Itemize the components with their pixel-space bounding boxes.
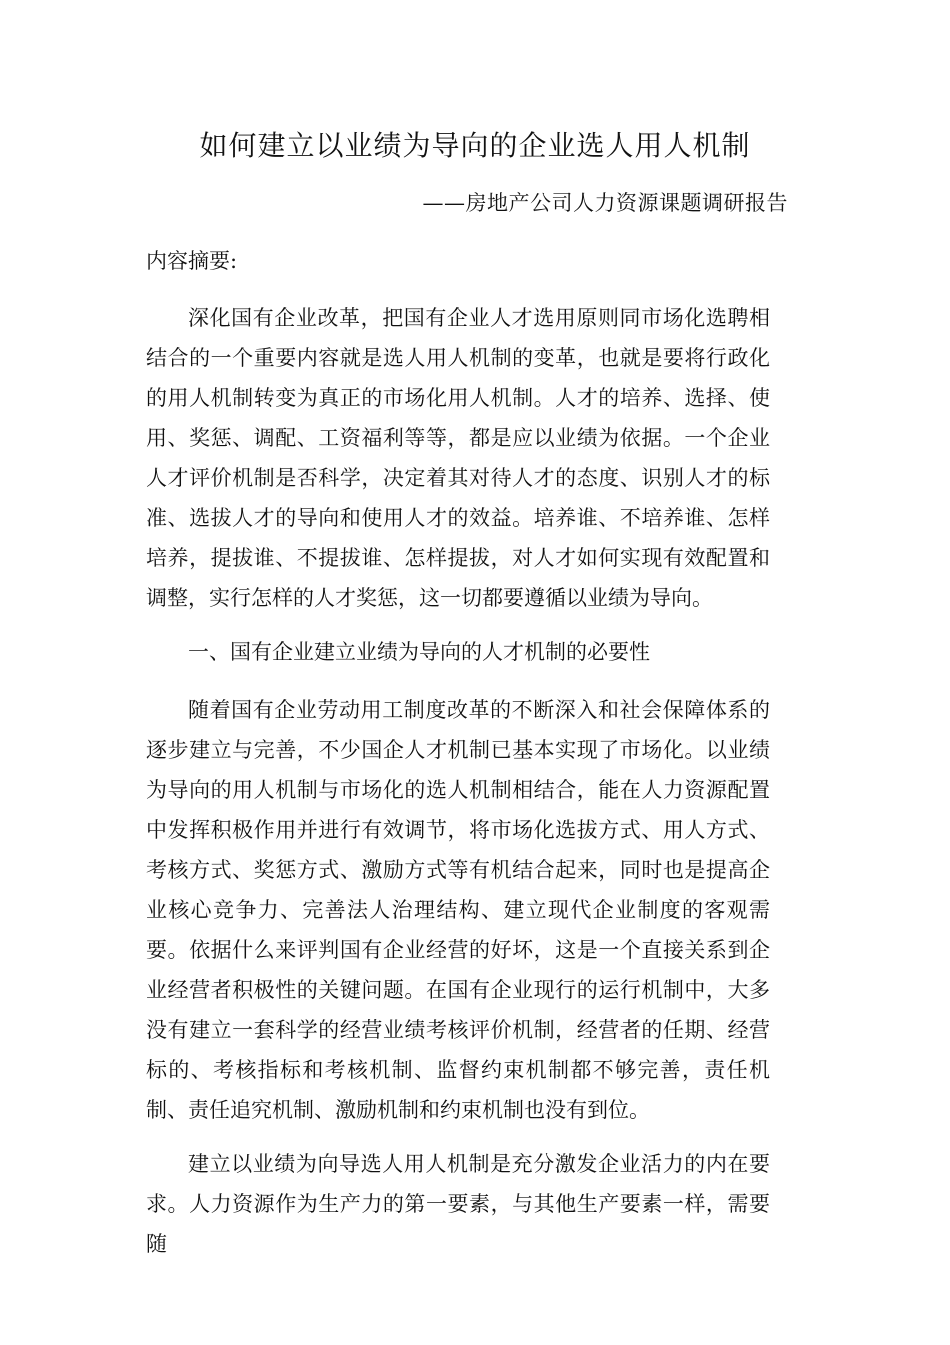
body-paragraph: 建立以业绩为向导选人用人机制是充分激发企业活力的内在要求。人力资源作为生产力的第一要素，与其他生产要素一样，需要随: [146, 1152, 770, 1256]
body-paragraph: 随着国有企业劳动用工制度改革的不断深入和社会保障体系的逐步建立与完善，不少国企人才机制已基本实现了市场化。以业绩为导向的用人机制与市场化的选人机制相结合，能在人力资源配置中发挥积极作用并进行有效调节，将市场化选拔方式、用人方式、考核方式、奖惩方式、激励方式等有机结合起来，同时也是提高企业核心竞争力、完善法人治理结构、建立现代企业制度的客观需要。依据什么来评判国有企业经营的好坏，这是一个直接关系到企业经营者积极性的关键问题。在国有企业现行的运行机制中，大多没有建立一套科学的经营业绩考核评价机制，经营者的任期、经营标的、考核指标和考核机制、监督约束机制都不够完善，责任机制、责任追究机制、激励机制和约束机制也没有到位。: [146, 698, 770, 1122]
abstract-paragraph: 深化国有企业改革，把国有企业人才选用原则同市场化选聘相结合的一个重要内容就是选人用人机制的变革，也就是要将行政化的用人机制转变为真正的市场化用人机制。人才的培养、选择、使用、奖惩、调配、工资福利等等，都是应以业绩为依据。一个企业人才评价机制是否科学，决定着其对待人才的态度、识别人才的标准、选拔人才的导向和使用人才的效益。培养谁、不培养谁、怎样培养，提拔谁、不提拔谁、怎样提拔，对人才如何实现有效配置和调整，实行怎样的人才奖惩，这一切都要遵循以业绩为导向。: [146, 306, 770, 610]
document-title: 如何建立以业绩为导向的企业选人用人机制: [199, 129, 751, 162]
section-heading: 一、国有企业建立业绩为导向的人才机制的必要性: [188, 640, 650, 664]
abstract-label: 内容摘要:: [146, 249, 238, 273]
document-subtitle: ——房地产公司人力资源课题调研报告: [422, 191, 788, 215]
